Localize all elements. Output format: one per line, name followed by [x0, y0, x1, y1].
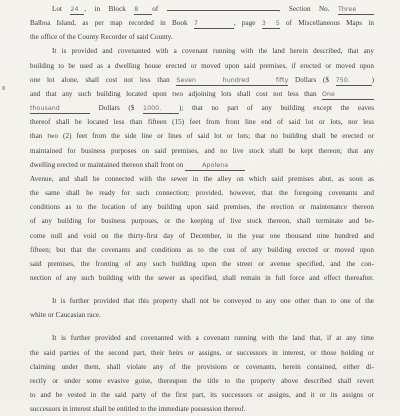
section-value: Three: [338, 5, 374, 15]
page-label: , page: [233, 19, 256, 28]
two-lots-label: and that any such building located upon two adjoining lots shall cost not less than: [30, 89, 317, 98]
doc-line: the office of the County Recorder of said County.: [30, 33, 173, 42]
doc-line: rectly or under some evasive guise, thereupon the title to the property above described shall revert: [30, 376, 374, 385]
eaves-clause: ); that no part of any building except the eaves: [179, 104, 374, 113]
doc-paragraph-start: It is further provided that this property shall not be conveyed to any one other than to one of the: [52, 297, 374, 306]
two-lots-amount-number: 1000.: [143, 104, 179, 114]
doc-paragraph-start: It is further provided and covenanted with a covenant running with the land that, if at any time: [52, 334, 374, 343]
dollars-label: Dollars ($: [98, 104, 135, 113]
doc-line: conditions as to the location of any building upon said premises, the erection or maintenance thereon: [30, 203, 374, 212]
two-lots-amount-words-end: thousand: [30, 104, 90, 114]
doc-line: thereof shall be located less than fifteen (15) feet from front line end of said lot or lots, nor less: [30, 118, 374, 127]
two-lots-amount-words-start: One: [322, 90, 374, 100]
doc-line-lot: [30, 2, 374, 16]
doc-line-lot-cost: [30, 73, 374, 87]
doc-line: claiming under them, shall violate any of the provisions or covenants, herein contained, either di-: [30, 362, 374, 371]
page-edge-mark: [2, 86, 5, 90]
page-value: 3 5: [261, 20, 280, 28]
doc-line: Avenue, and shall be connected with the sewer in the alley on which said premises abut, as soon as: [30, 174, 374, 183]
doc-line: to and be vested in the said party of the first part, its successors or assigns, and it or its assigns or: [30, 391, 374, 400]
doc-line: the same shall be ready for such connection; provided, however, that the foregoing covenants and: [30, 189, 374, 198]
cost-label: one lot alone, shall cost not less than: [30, 75, 170, 84]
doc-line: successors in interest shall be entitled to the immediate possession thereof.: [30, 405, 246, 414]
doc-line: the said parties of the second part, their heirs or assigns, or successors in interest, or those holding or: [30, 348, 374, 357]
lot-value: 24: [70, 5, 84, 15]
doc-line: maintained for business purposes on said premises, and no live stock shall be kept thereon; that any: [30, 146, 374, 155]
doc-line: come null and void on the thirty-first day of December, in the year one thousand nine hundred and: [30, 231, 374, 240]
lot-label: Lot: [52, 5, 63, 13]
doc-line: fifteen; but that the covenants and conditions as to the cost of any building erected or moved upon: [30, 245, 374, 254]
doc-line: said premises, the fronting of any such building upon the street or avenue specified, and the con-: [30, 259, 374, 268]
block-value: 8: [134, 5, 152, 15]
paragraph-gap: [30, 285, 374, 294]
doc-line-book: [30, 16, 374, 30]
dollars-label: Dollars ($: [295, 75, 329, 84]
doc-line: nection of any such building with the sewer as specified, shall remain in full force and effect thereafter.: [30, 273, 374, 282]
street-name: Apolena: [185, 161, 245, 171]
doc-line: of any building for business purposes, or the keeping of live stock thereon, shall terminate and be-: [30, 217, 374, 226]
doc-paragraph-start: It is provided and covenanted with a covenant running with the land herein described, that any: [52, 47, 374, 56]
doc-line: white or Caucasian race.: [30, 311, 101, 320]
doc-line-two-lots-cost: [30, 101, 374, 115]
front-on-label: dwelling erected or maintained thereon shall front on: [30, 160, 184, 169]
block-label: , in Block: [84, 5, 126, 13]
book-label: Balboa Island, as per map recorded in Book: [30, 19, 188, 28]
single-lot-amount-words: Seven hundred fifty: [176, 76, 289, 84]
section-label: , Section No.: [278, 5, 330, 13]
doc-line: building to be used as a dwelling house erected or moved upon said premises, if erected or moved upon: [30, 61, 374, 70]
of-label: of: [152, 5, 159, 13]
paragraph-gap: [30, 322, 374, 331]
doc-line-two-lots: [30, 87, 374, 101]
deed-restrictions-text: [30, 2, 374, 416]
single-lot-amount-number: 750.: [336, 76, 372, 86]
doc-line: than two (2) feet from the side line or lines of said lot or lots; that no building shall be erected or: [30, 132, 374, 141]
of-value: [167, 10, 279, 11]
doc-line-front-street: [30, 158, 374, 172]
maps-label: of Miscellaneous Maps in: [286, 19, 374, 28]
book-value: 7: [194, 19, 234, 29]
paren-close: ): [371, 75, 374, 84]
